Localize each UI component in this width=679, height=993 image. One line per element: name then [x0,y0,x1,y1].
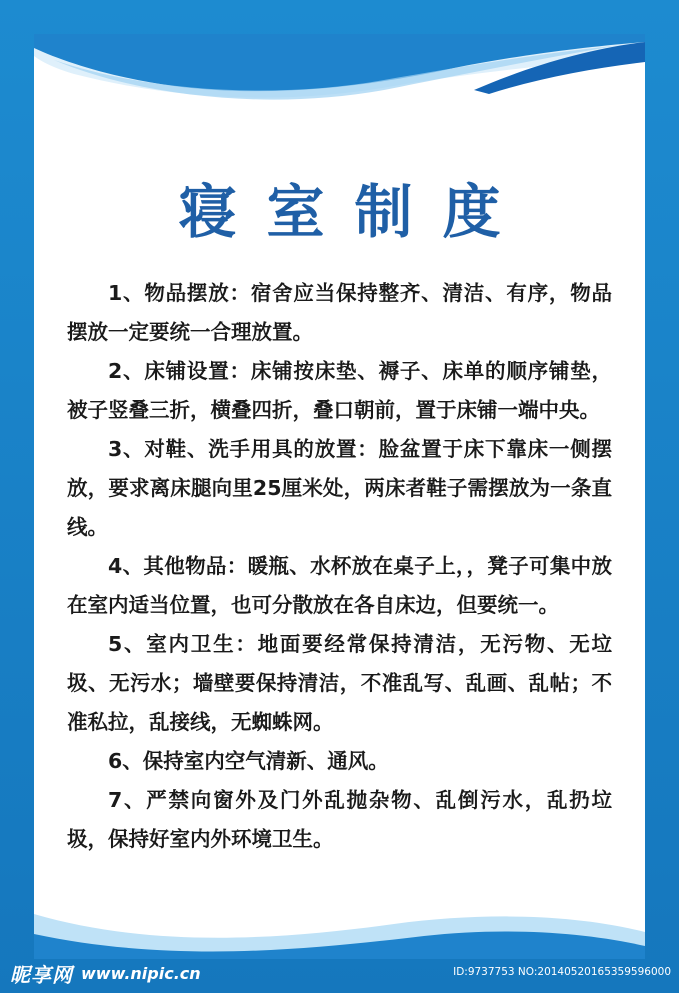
watermark [10,960,201,986]
watermark-logo: 昵享网 [10,962,73,987]
rule-item: 1、物品摆放：宿舍应当保持整齐、清洁、有序，物品摆放一定要统一合理放置。 [67,281,612,344]
rule-item: 5、室内卫生：地面要经常保持清洁，无污物、无垃圾、无污水；墙壁要保持清洁，不准乱写、乱画、乱帖；不准私拉，乱接线，无蜘蛛网。 [67,632,612,734]
page-title: 寝室制度 [178,178,531,246]
rules-list [67,274,612,859]
rule-item: 2、床铺设置：床铺按床垫、褥子、床单的顺序铺垫，被子竖叠三折，横叠四折，叠口朝前，置于床铺一端中央。 [67,359,612,422]
poster-board [34,34,645,959]
watermark-url[interactable]: www.nipic.cn [81,963,201,983]
watermark-id: ID:9737753 NO:20140520165359596000 [453,966,671,978]
rule-item: 7、严禁向窗外及门外乱抛杂物、乱倒污水，乱扔垃圾，保持好室内外环境卫生。 [67,788,612,851]
rule-item: 6、保持室内空气清新、通风。 [108,749,389,773]
rule-item: 4、其他物品：暖瓶、水杯放在桌子上，，凳子可集中放在室内适当位置，也可分散放在各自床边，但要统一。 [67,554,612,617]
rule-item: 3、对鞋、洗手用具的放置：脸盆置于床下靠床一侧摆放，要求离床腿向里25厘米处，两床者鞋子需摆放为一条直线。 [67,437,612,539]
